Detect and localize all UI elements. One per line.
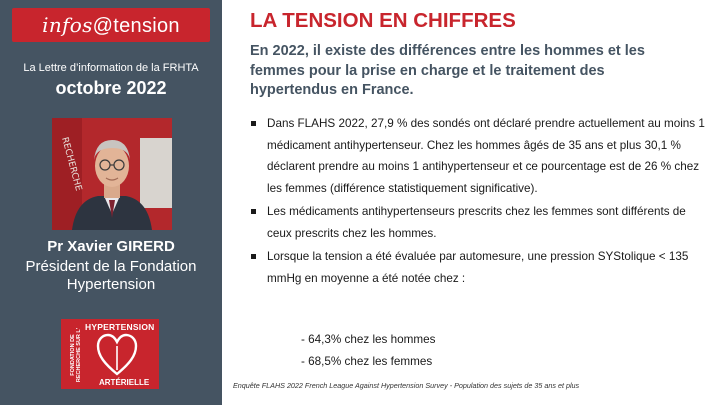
person-name: Pr Xavier GIRERD [47, 238, 175, 255]
foundation-logo-side-text: FONDATION DE RECHERCHE SUR L' [70, 327, 82, 383]
bullet-text: Dans FLAHS 2022, 27,9 % des sondés ont déclaré prendre actuellement au moins 1 médicament antihypertenseur. Chez les hommes âgés de 35 ans et plus 30,1 % déclarent prendre au moins 1 antihypertenseur et ce pourcentage est de 26 % chez les femmes (différence statistiquement significative). [267, 117, 705, 195]
page-subtitle: En 2022, il existe des différences entre les hommes et les femmes pour la prise en charge et le traitement des hypertendus en France. [250, 43, 645, 98]
photo-sign-text: RECHERCHE [59, 136, 84, 193]
foundation-logo-bottom-text: ARTÉRIELLE [99, 378, 150, 387]
bullet-square-icon [251, 121, 256, 126]
bullet-square-icon [251, 209, 256, 214]
logo-text [42, 13, 180, 38]
bullet-list [250, 113, 705, 291]
men-percentage-line: - 64,3% chez les hommes [301, 333, 436, 346]
page-title: LA TENSION EN CHIFFRES [250, 9, 516, 32]
bullet-item [250, 113, 705, 199]
newsletter-label: La Lettre d’information de la FRHTA [23, 62, 199, 74]
portrait-photo [52, 118, 172, 230]
women-percentage-line: - 68,5% chez les femmes [301, 355, 433, 368]
bullet-item [250, 201, 705, 244]
sidebar [0, 0, 222, 405]
source-footnote: Enquête FLAHS 2022 French League Against Hypertension Survey - Population des sujets de 35 ans et plus [233, 381, 580, 390]
foundation-logo [61, 319, 159, 389]
logo-part-infos: infos [42, 12, 93, 37]
bullet-text: Les médicaments antihypertenseurs prescrits chez les femmes sont différents de ceux prescrits chez les hommes. [267, 205, 686, 240]
logo-part-tension: @tension [92, 14, 180, 37]
foundation-logo-top-text: HYPERTENSION [85, 322, 155, 332]
heart-icon [95, 332, 139, 378]
person-role-line2: Hypertension [66, 276, 156, 293]
bullet-text: Lorsque la tension a été évaluée par automesure, une pression SYStolique < 135 mmHg en moyenne a été notée chez : [267, 250, 689, 285]
bullet-item [250, 246, 705, 289]
infos-tension-logo [12, 8, 210, 42]
person-role-line1: Président de la Fondation [25, 258, 197, 275]
issue-month: octobre 2022 [55, 78, 167, 98]
bullet-square-icon [251, 254, 256, 259]
